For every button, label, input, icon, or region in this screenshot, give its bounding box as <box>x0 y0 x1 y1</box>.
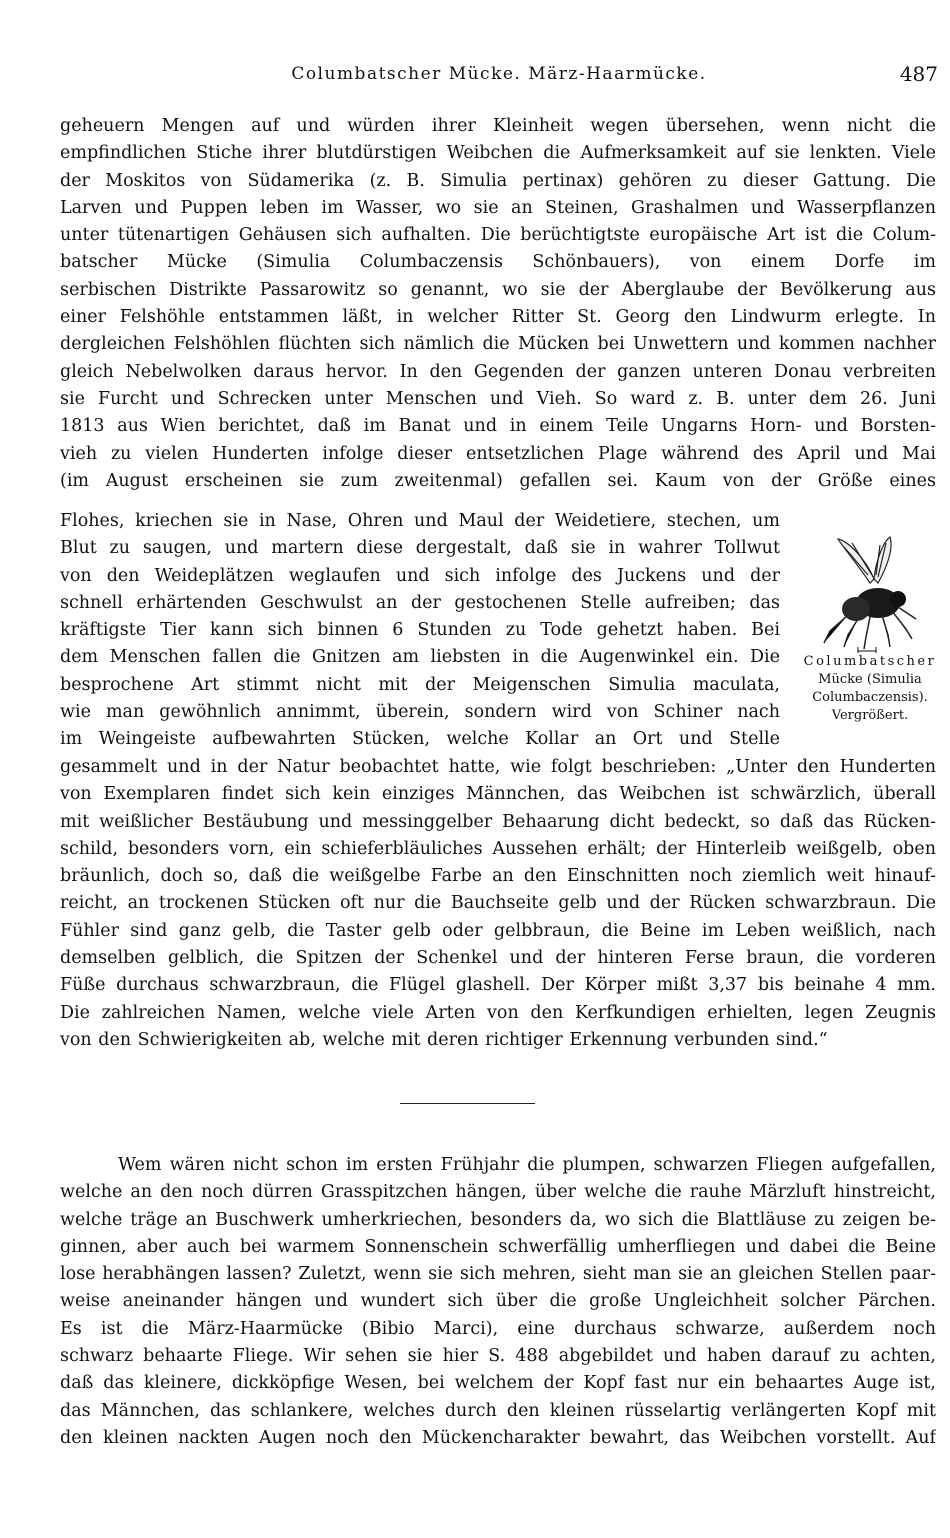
text-line: welche an den noch dürren Grasspitzchen hängen, über welche die rauhe Märzluft hinstreicht, <box>60 1182 936 1203</box>
text-line: Larven und Puppen leben im Wasser, wo sie an Steinen, Grashalmen und Wasserpflanzen <box>60 197 936 218</box>
text-line: dem Menschen fallen die Gnitzen am liebsten in die Augenwinkel ein. Die <box>60 647 780 668</box>
text-line: Fühler sind ganz gelb, die Taster gelb oder gelbbraun, die Beine im Leben weißlich, nach <box>60 920 936 941</box>
caption-line: Columbaczensis). <box>812 690 928 705</box>
paragraph-simulia-intro <box>60 113 936 495</box>
text-line: Die zahlreichen Namen, welche viele Arten von den Kerfkundigen erhielten, legen Zeugnis <box>60 1002 936 1023</box>
text-line: schild, besonders vorn, ein schieferbläuliches Aussehen erhält; der Hinterleib weißgelb, oben <box>60 838 936 859</box>
caption-line: Columbatscher <box>803 654 937 669</box>
text-line: von Exemplaren findet sich kein einziges Männchen, das Weibchen ist schwärzlich, überall <box>60 784 936 805</box>
text-line: einer Felshöhle entstammen läßt, in welcher Ritter St. Georg den Lindwurm erlegte. In <box>60 307 936 328</box>
page-header <box>60 62 938 92</box>
text-line: reicht, an trockenen Stücken oft nur die Bauchseite gelb und der Rücken schwarzbraun. Die <box>60 893 936 914</box>
section-divider <box>400 1103 535 1104</box>
text-line: vieh zu vielen Hunderten infolge dieser entsetzlichen Plage während des April und Mai <box>60 443 936 464</box>
text-line: der Moskitos von Südamerika (z. B. Simulia pertinax) gehören zu dieser Gattung. Die <box>60 170 936 191</box>
caption-line: Mücke (Simulia <box>818 672 922 687</box>
text-line: gleich Nebelwolken daraus hervor. In den Gegenden der ganzen unteren Donau verbreiten <box>60 361 936 382</box>
text-line: geheuern Mengen auf und würden ihrer Kleinheit wegen übersehen, wenn nicht die <box>60 116 936 136</box>
text-line: sie Furcht und Schrecken unter Menschen und Vieh. So ward z. B. unter dem 26. Juni <box>60 388 936 409</box>
text-line: von den Schwierigkeiten ab, welche mit deren richtiger Erkennung verbunden sind.“ <box>60 1029 828 1050</box>
text-line: lose herabhängen lassen? Zuletzt, wenn sie sich mehren, sieht man sie an gleichen Stellen paar- <box>60 1264 936 1285</box>
text-line: Flohes, kriechen sie in Nase, Ohren und Maul der Weidetiere, stechen, um <box>60 511 780 531</box>
text-line: im Weingeiste aufbewahrten Stücken, welche Kollar an Ort und Stelle <box>60 729 780 750</box>
text-line: welche träge an Buschwerk umherkriechen, besonders da, wo sich die Blattläuse zu zeigen be- <box>60 1209 936 1230</box>
page-number: 487 <box>899 62 938 86</box>
text-line: Wem wären nicht schon im ersten Frühjahr die plumpen, schwarzen Fliegen aufgefallen, <box>118 1155 936 1175</box>
text-line: mit weißlicher Bestäubung und messinggelber Behaarung dicht bedeckt, so daß das Rücken- <box>60 811 936 832</box>
text-line: dergleichen Felshöhlen flüchten sich nämlich die Mücken bei Unwettern und kommen nachher <box>60 334 936 355</box>
text-line: Es ist die März-Haarmücke (Bibio Marci), eine durchaus schwarze, außerdem noch <box>60 1318 936 1339</box>
fly-illustration-icon <box>818 535 922 653</box>
text-line: gesammelt und in der Natur beobachtet hatte, wie folgt beschrieben: „Unter den Hunderten <box>60 757 936 777</box>
text-line: unter tütenartigen Gehäusen sich aufhalten. Die berüchtigtste europäische Art ist die Colum- <box>60 225 936 246</box>
caption-line: Vergrößert. <box>831 708 909 723</box>
paragraph-beside-figure <box>60 508 780 754</box>
text-line: 1813 aus Wien berichtet, daß im Banat und in einem Teile Ungarns Horn- und Borsten- <box>60 416 936 437</box>
text-line: bräunlich, doch so, daß die weißgelbe Farbe an den Einschnitten noch ziemlich weit hinauf- <box>60 866 936 887</box>
text-line: den kleinen nackten Augen noch den Mückencharakter bewahrt, das Weibchen vorstellt. Auf <box>60 1427 936 1448</box>
text-line: schnell erhärtenden Geschwulst an der gestochenen Stelle aufreiben; das <box>60 592 780 613</box>
text-line: demselben gelblich, die Spitzen der Schenkel und der hinteren Ferse braun, die vorderen <box>60 948 936 969</box>
text-line: (im August erscheinen sie zum zweitenmal) gefallen sei. Kaum von der Größe eines <box>60 470 936 491</box>
figure-caption <box>800 653 940 725</box>
paragraph-bibio-marci <box>60 1152 936 1452</box>
text-line: empfindlichen Stiche ihrer blutdürstigen Weibchen die Aufmerksamkeit auf sie lenkten. Viele <box>60 143 936 164</box>
running-head: Columbatscher Mücke. März-Haarmücke. <box>291 64 707 84</box>
text-line: Füße durchaus schwarzbraun, die Flügel glashell. Der Körper mißt 3,37 bis beinahe 4 mm. <box>60 975 936 996</box>
text-line: wie man gewöhnlich annimmt, überein, sondern wird von Schiner nach <box>60 702 780 723</box>
text-line: Blut zu saugen, und martern diese dergestalt, daß sie in wahrer Tollwut <box>60 538 780 559</box>
text-line: besprochene Art stimmt nicht mit der Meigenschen Simulia maculata, <box>60 674 780 695</box>
text-line: von den Weideplätzen weglaufen und sich infolge des Juckens und der <box>60 565 780 586</box>
paragraph-schiner-description <box>60 754 936 1054</box>
text-line: kräftigste Tier kann sich binnen 6 Stunden zu Tode gehetzt haben. Bei <box>60 620 780 641</box>
text-line: serbischen Distrikte Passarowitz so genannt, wo sie der Aberglaube der Bevölkerung aus <box>60 279 936 300</box>
text-line: batscher Mücke (Simulia Columbaczensis Schönbauers), von einem Dorfe im <box>60 252 936 273</box>
text-line: das Männchen, das schlankere, welches durch den kleinen rüsselartig verlängerten Kopf mit <box>60 1400 936 1421</box>
text-line: ginnen, aber auch bei warmem Sonnenschein schwerfällig umherfliegen und dabei die Beine <box>60 1236 936 1257</box>
text-line: schwarz behaarte Fliege. Wir sehen sie hier S. 488 abgebildet und haben darauf zu achten, <box>60 1346 936 1367</box>
text-line: weise aneinander hängen und wundert sich über die große Ungleichheit solcher Pärchen. <box>60 1291 936 1312</box>
text-line: daß das kleinere, dickköpfige Wesen, bei welchem der Kopf fast nur ein behaartes Auge ist, <box>60 1373 936 1394</box>
figure-simulia <box>800 525 940 755</box>
